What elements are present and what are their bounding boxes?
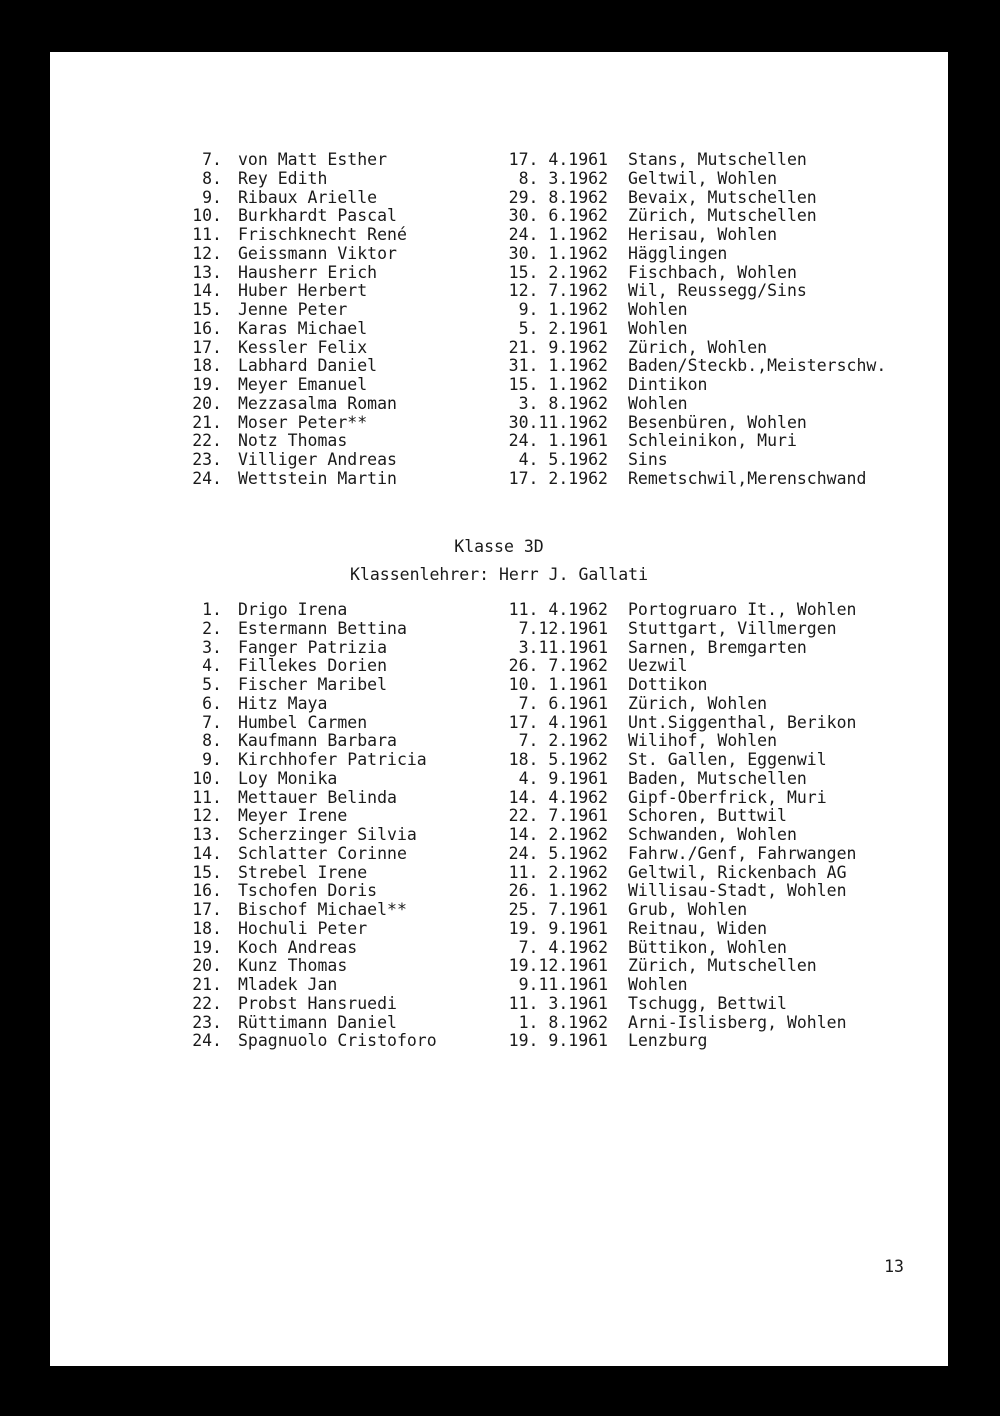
student-row [50,189,948,208]
row-number: 21. [192,412,222,432]
student-row [50,1014,948,1033]
student-row [50,264,948,283]
place-of-origin: Baden/Steckb.,Meisterschw. [628,356,887,376]
birth-date: 7. 4.1962 [518,937,608,957]
student-row [50,657,948,676]
student-name: Burkhardt Pascal [238,206,397,226]
birth-date: 4. 9.1961 [518,768,608,788]
birth-date: 5. 2.1961 [518,318,608,338]
place-of-origin: Geltwil, Rickenbach AG [628,862,847,882]
birth-date: 19.12.1961 [508,956,608,976]
row-number: 18. [192,918,222,938]
row-number: 10. [192,768,222,788]
place-of-origin: Fahrw./Genf, Fahrwangen [628,843,857,863]
student-name: Fillekes Dorien [238,656,388,676]
student-name: Schlatter Corinne [238,843,407,863]
birth-date: 17. 4.1961 [508,712,608,732]
place-of-origin: Bevaix, Mutschellen [628,187,817,207]
student-name: Koch Andreas [238,937,358,957]
student-row [50,995,948,1014]
student-name: Karas Michael [238,318,368,338]
birth-date: 30. 1.1962 [508,243,608,263]
row-number: 21. [192,975,222,994]
birth-date: 26. 1.1962 [508,881,608,901]
place-of-origin: Stans, Mutschellen [628,150,807,169]
student-row [50,957,948,976]
birth-date: 11. 3.1961 [508,993,608,1013]
row-number: 7. [202,150,222,169]
birth-date: 12. 7.1962 [508,281,608,301]
birth-date: 24. 1.1961 [508,431,608,451]
row-number: 11. [192,787,222,807]
student-name: Mettauer Belinda [238,787,397,807]
birth-date: 31. 1.1962 [508,356,608,376]
place-of-origin: Sins [628,450,668,469]
student-name: Villiger Andreas [238,450,397,469]
class-teacher: Klassenlehrer: Herr J. Gallati [349,565,648,584]
birth-date: 19. 9.1961 [508,918,608,938]
student-row [50,339,948,358]
student-name: Loy Monika [238,768,338,788]
student-name: Mezzasalma Roman [238,393,397,413]
birth-date: 3.11.1961 [518,637,608,657]
place-of-origin: Willisau-Stadt, Wohlen [628,881,847,901]
birth-date: 1. 8.1962 [518,1012,608,1032]
birth-date: 24. 5.1962 [508,843,608,863]
student-name: Hochuli Peter [238,918,368,938]
row-number: 23. [192,1012,222,1032]
row-number: 8. [202,731,222,751]
student-row [50,226,948,245]
place-of-origin: Unt.Siggenthal, Berikon [628,712,857,732]
student-row [50,601,948,620]
student-row [50,732,948,751]
student-row [50,901,948,920]
student-name: Labhard Daniel [238,356,378,376]
row-number: 6. [202,693,222,713]
birth-date: 3. 8.1962 [518,393,608,413]
student-row [50,414,948,433]
row-number: 23. [192,450,222,469]
student-row [50,620,948,639]
student-name: Fanger Patrizia [238,637,388,657]
place-of-origin: Wohlen [628,975,688,994]
student-row [50,395,948,414]
student-name: Fischer Maribel [238,675,388,694]
birth-date: 30.11.1962 [508,412,608,432]
student-row [50,207,948,226]
birth-date: 4. 5.1962 [518,450,608,469]
row-number: 15. [192,300,222,319]
student-name: Strebel Irene [238,862,368,882]
row-number: 14. [192,281,222,301]
student-row [50,470,948,489]
place-of-origin: Hägglingen [628,243,728,263]
place-of-origin: Fischbach, Wohlen [628,262,797,282]
birth-date: 9.11.1961 [518,975,608,994]
student-row [50,639,948,658]
birth-date: 11. 4.1962 [508,600,608,619]
birth-date: 15. 1.1962 [508,375,608,394]
student-name: Frischknecht René [238,225,407,244]
student-row [50,376,948,395]
student-name: Kunz Thomas [238,956,348,976]
place-of-origin: Schoren, Buttwil [628,806,787,826]
place-of-origin: Wilihof, Wohlen [628,731,778,751]
place-of-origin: Wohlen [628,300,688,319]
student-name: Huber Herbert [238,281,368,301]
row-number: 10. [192,206,222,226]
birth-date: 14. 4.1962 [508,787,608,807]
birth-date: 7.12.1961 [518,618,608,638]
place-of-origin: Schwanden, Wohlen [628,825,797,844]
place-of-origin: Reitnau, Widen [628,918,768,938]
row-number: 11. [192,225,222,244]
row-number: 15. [192,862,222,882]
place-of-origin: Zürich, Wohlen [628,337,768,357]
place-of-origin: Zürich, Mutschellen [628,956,817,976]
place-of-origin: Herisau, Wohlen [628,225,778,244]
student-row [50,282,948,301]
row-number: 9. [202,187,222,207]
row-number: 20. [192,956,222,976]
place-of-origin: Baden, Mutschellen [628,768,807,788]
student-row [50,807,948,826]
place-of-origin: St. Gallen, Eggenwil [628,750,827,769]
birth-date: 19. 9.1961 [508,1031,608,1051]
student-row [50,451,948,470]
row-number: 3. [202,637,222,657]
student-name: Rey Edith [238,168,328,188]
place-of-origin: Wohlen [628,393,688,413]
student-row [50,432,948,451]
student-name: Moser Peter** [238,412,368,432]
place-of-origin: Büttikon, Wohlen [628,937,787,957]
row-number: 16. [192,881,222,901]
student-name: Bischof Michael** [238,900,407,919]
row-number: 16. [192,318,222,338]
student-row [50,770,948,789]
place-of-origin: Geltwil, Wohlen [628,168,778,188]
row-number: 5. [202,675,222,694]
student-name: Spagnuolo Cristoforo [238,1031,437,1051]
student-name: Wettstein Martin [238,468,397,488]
row-number: 17. [192,900,222,919]
student-row [50,751,948,770]
birth-date: 7. 2.1962 [518,731,608,751]
row-number: 18. [192,356,222,376]
student-row [50,320,948,339]
place-of-origin: Zürich, Mutschellen [628,206,817,226]
row-number: 12. [192,243,222,263]
row-number: 22. [192,431,222,451]
row-number: 4. [202,656,222,676]
student-name: Estermann Bettina [238,618,407,638]
row-number: 24. [192,468,222,488]
row-number: 9. [202,750,222,769]
student-name: Kessler Felix [238,337,368,357]
row-number: 1. [202,600,222,619]
place-of-origin: Dintikon [628,375,708,394]
place-of-origin: Arni-Islisberg, Wohlen [628,1012,847,1032]
student-name: Hausherr Erich [238,262,378,282]
student-row [50,245,948,264]
row-number: 14. [192,843,222,863]
birth-date: 25. 7.1961 [508,900,608,919]
place-of-origin: Lenzburg [628,1031,708,1051]
student-row [50,357,948,376]
birth-date: 26. 7.1962 [508,656,608,676]
student-list-class-3d [50,601,948,1051]
place-of-origin: Remetschwil,Merenschwand [628,468,867,488]
student-row [50,789,948,808]
student-name: Kaufmann Barbara [238,731,397,751]
student-row [50,864,948,883]
place-of-origin: Dottikon [628,675,708,694]
student-name: Notz Thomas [238,431,348,451]
place-of-origin: Schleinikon, Muri [628,431,797,451]
row-number: 8. [202,168,222,188]
place-of-origin: Uezwil [628,656,688,676]
birth-date: 14. 2.1962 [508,825,608,844]
place-of-origin: Tschugg, Bettwil [628,993,787,1013]
birth-date: 17. 2.1962 [508,468,608,488]
student-name: Probst Hansruedi [238,993,397,1013]
place-of-origin: Wil, Reussegg/Sins [628,281,807,301]
student-row [50,695,948,714]
birth-date: 17. 4.1961 [508,150,608,169]
birth-date: 8. 3.1962 [518,168,608,188]
row-number: 17. [192,337,222,357]
document-page [50,52,948,1366]
student-name: von Matt Esther [238,150,388,169]
birth-date: 24. 1.1962 [508,225,608,244]
student-name: Rüttimann Daniel [238,1012,397,1032]
birth-date: 29. 8.1962 [508,187,608,207]
student-row [50,826,948,845]
place-of-origin: Stuttgart, Villmergen [628,618,837,638]
row-number: 19. [192,375,222,394]
birth-date: 9. 1.1962 [518,300,608,319]
birth-date: 7. 6.1961 [518,693,608,713]
student-row [50,714,948,733]
student-name: Kirchhofer Patricia [238,750,427,769]
row-number: 2. [202,618,222,638]
student-name: Jenne Peter [238,300,348,319]
student-name: Tschofen Doris [238,881,378,901]
student-list-continued [50,151,948,489]
place-of-origin: Grub, Wohlen [628,900,748,919]
student-row [50,301,948,320]
class-title: Klasse 3D [454,537,544,556]
student-row [50,976,948,995]
row-number: 7. [202,712,222,732]
row-number: 12. [192,806,222,826]
birth-date: 21. 9.1962 [508,337,608,357]
student-name: Scherzinger Silvia [238,825,417,844]
birth-date: 30. 6.1962 [508,206,608,226]
birth-date: 15. 2.1962 [508,262,608,282]
student-name: Mladek Jan [238,975,338,994]
student-row [50,939,948,958]
student-name: Hitz Maya [238,693,328,713]
student-name: Meyer Irene [238,806,348,826]
place-of-origin: Zürich, Wohlen [628,693,768,713]
place-of-origin: Sarnen, Bremgarten [628,637,807,657]
student-row [50,1032,948,1051]
place-of-origin: Gipf-Oberfrick, Muri [628,787,827,807]
student-name: Ribaux Arielle [238,187,378,207]
row-number: 22. [192,993,222,1013]
row-number: 19. [192,937,222,957]
student-row [50,882,948,901]
row-number: 24. [192,1031,222,1051]
page-number: 13 [884,1257,904,1276]
place-of-origin: Wohlen [628,318,688,338]
row-number: 20. [192,393,222,413]
student-name: Humbel Carmen [238,712,368,732]
student-name: Meyer Emanuel [238,375,368,394]
student-name: Drigo Irena [238,600,348,619]
birth-date: 22. 7.1961 [508,806,608,826]
student-name: Geissmann Viktor [238,243,397,263]
birth-date: 10. 1.1961 [508,675,608,694]
student-row [50,151,948,170]
birth-date: 11. 2.1962 [508,862,608,882]
birth-date: 18. 5.1962 [508,750,608,769]
place-of-origin: Portogruaro It., Wohlen [628,600,857,619]
student-row [50,845,948,864]
student-row [50,920,948,939]
row-number: 13. [192,262,222,282]
student-row [50,170,948,189]
row-number: 13. [192,825,222,844]
student-row [50,676,948,695]
place-of-origin: Besenbüren, Wohlen [628,412,807,432]
